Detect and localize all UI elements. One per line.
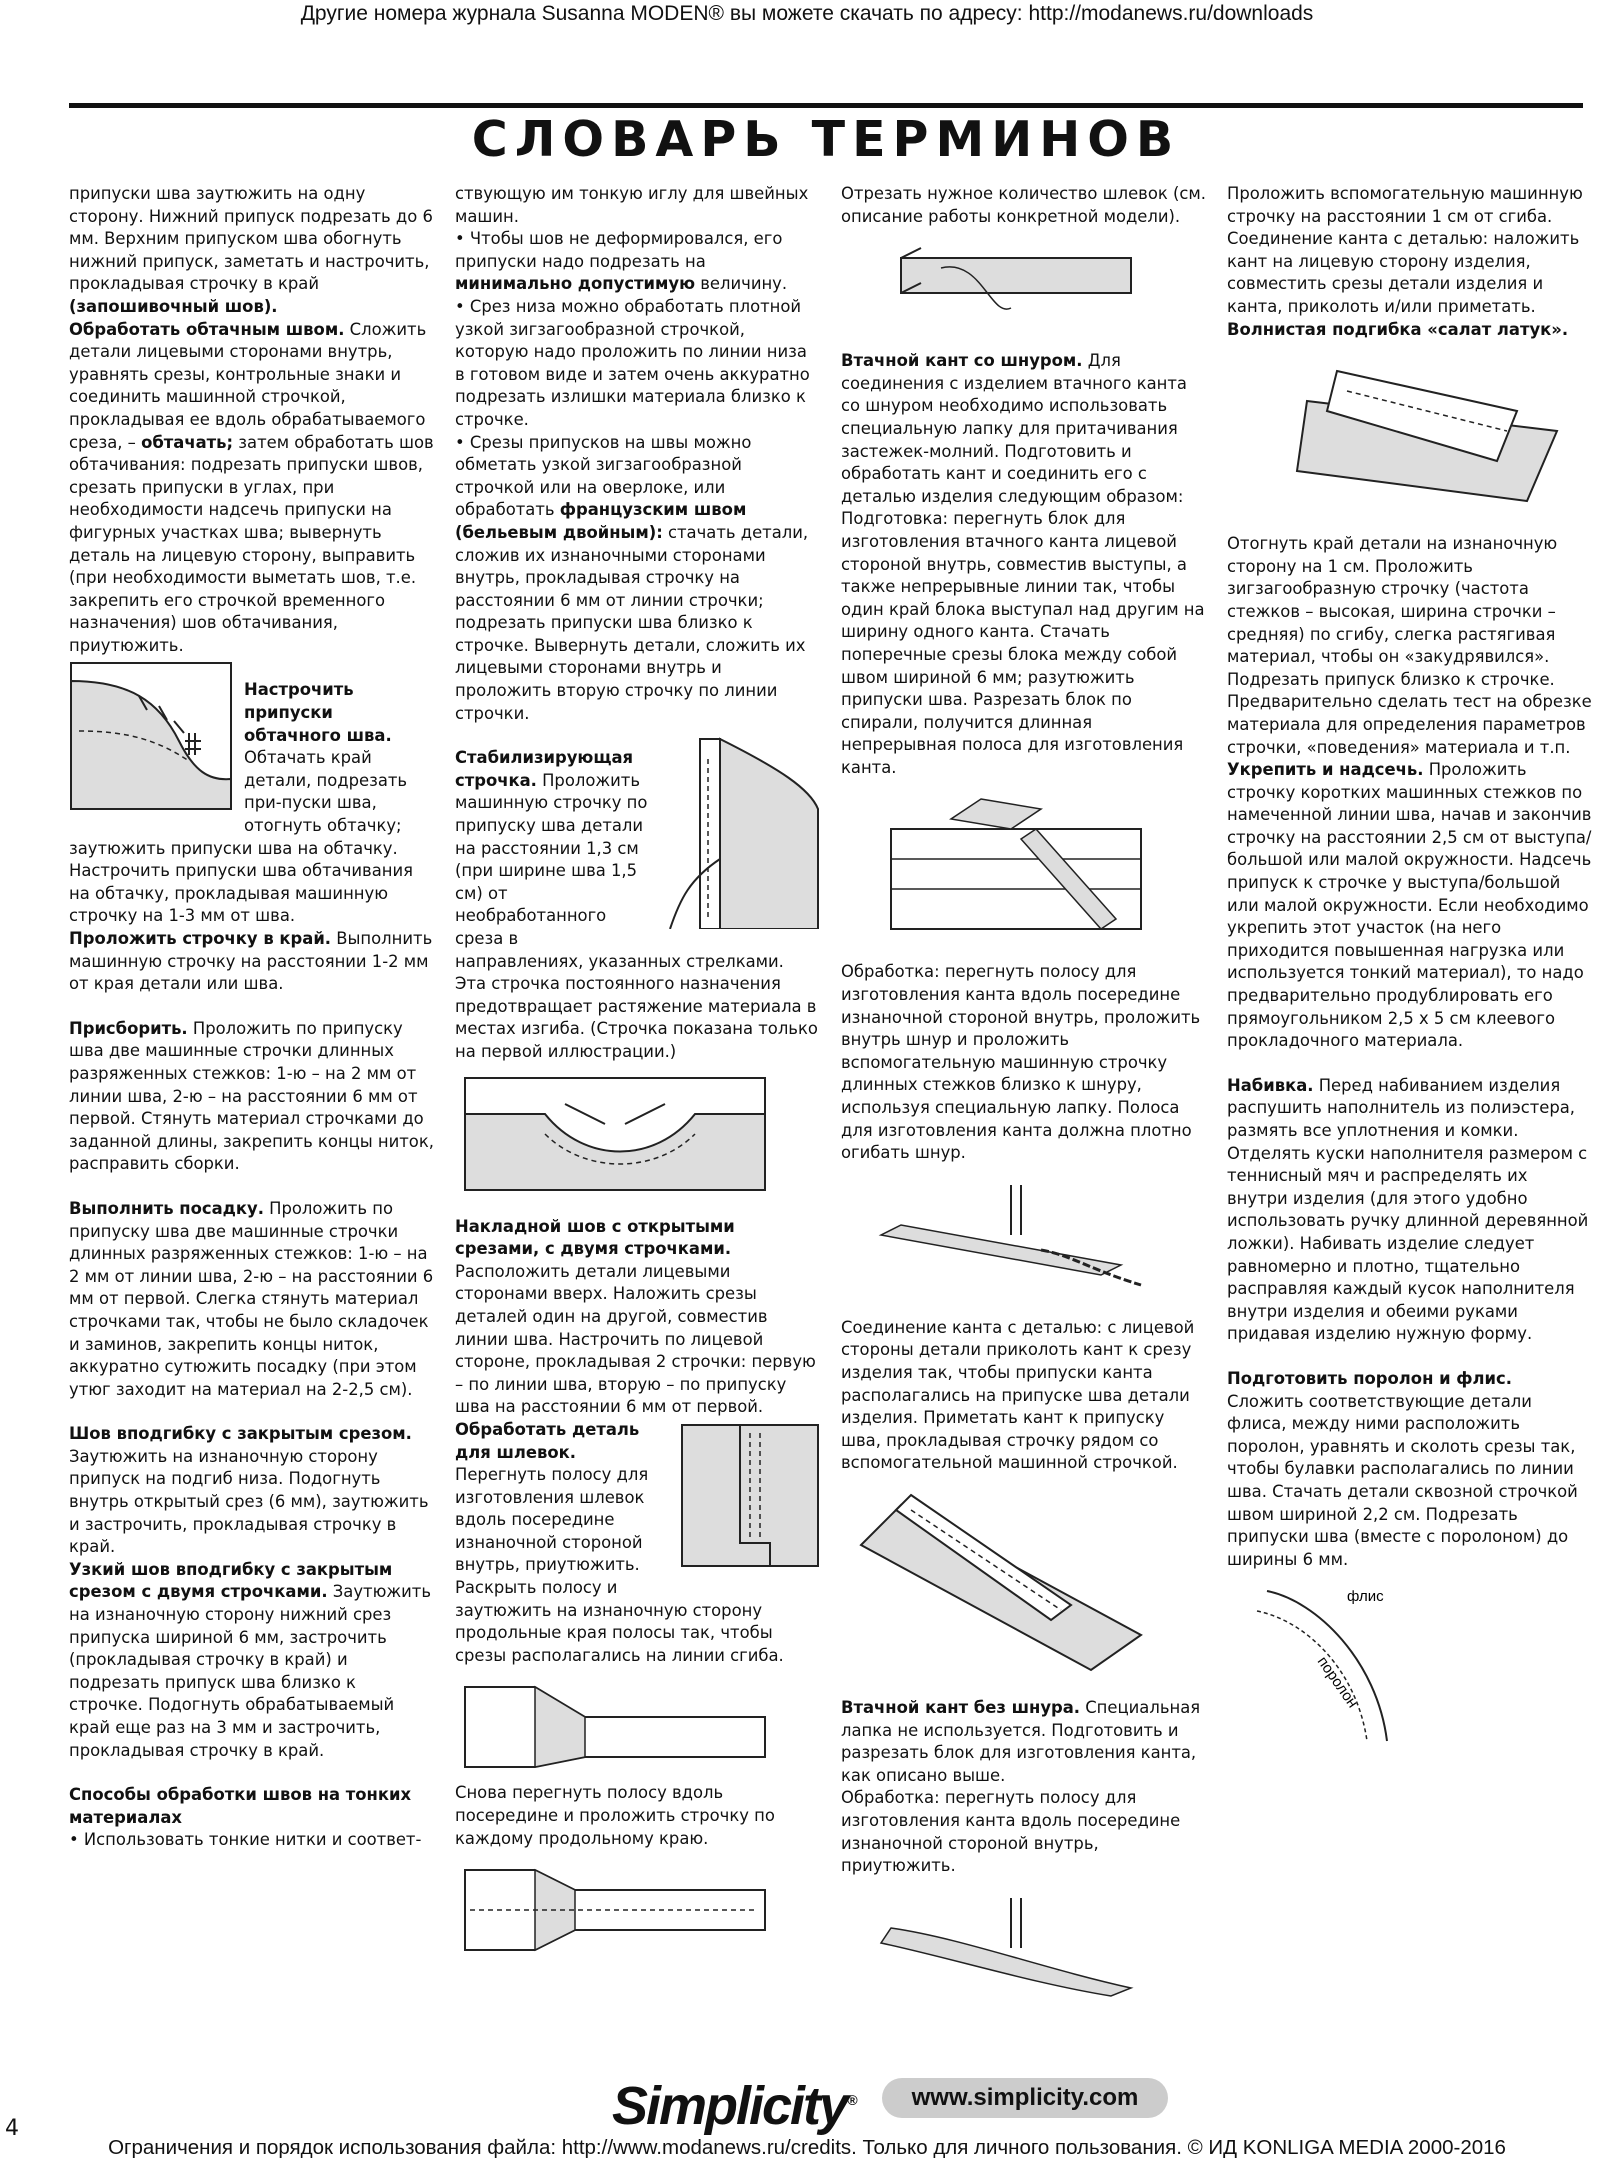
page-number: 4 [5, 2116, 19, 2141]
page-title: СЛОВАРЬ ТЕРМИНОВ [471, 111, 1181, 168]
column-3: Отрезать нужное количество шлевок (см. описание работы конкретной модели). Втачной кант со шнуром. Для соединения с изделием втачного канта со шнуром необходимо использовать специальную лапку для притачивания застежек-молний. Подготовить и обработать кант и соединить его с деталью изделия следующим образом: Подготовка: перегнуть блок для изготовления втачного канта лицевой стороной внутрь, совместив выступы, а также непрерывные линии так, чтобы один край блока выступал над другим на ширину одного канта. Стачать поперечные срезы блока между собой швом шириной 6 мм; разутюжить припуски шва. Разрезать блок по спирали, получится длинная непрерывная полоса для изготовления канта. Обработка: перегнуть полосу для изготовления канта вдоль посередине изнаночной стороной внутрь, проложить внутрь шнур и проложить вспомогательную машинную строчку длинных стежков близко к шнуру, используя специальную лапку. Полоса для изготовления канта должна плотно огибать шнур. Соединение канта с деталью: с лицевой стороны детали приколоть кант к срезу изделия так, чтобы припуски канта располагались на припуске шва детали изделия. Приметать кант к припуску шва, прокладывая строчку рядом со вспомогательной машинной строчкой. Втачной кант без шнура. Специальная лапка не используется. Подготовить и разрезать блок для изготовления канта, как описано выше. Обработка: перегнуть полосу для изготовления канта вдоль посередине изнаночной стороной внутрь, приутюжить. [841, 183, 1206, 2078]
label-porolon: поролон [1313, 1653, 1362, 1712]
usage-note: Ограничения и порядок использования файла: http://www.modanews.ru/credits. Только для личного пользования. © ИД KONLIGA MEDIA 2000-2016 [108, 2136, 1506, 2159]
label-flis: флис [1347, 1588, 1384, 1606]
staystitch-illustration [455, 1074, 820, 1194]
cording-foot-illustration [841, 1175, 1206, 1295]
lapped-seam-illustration [680, 1423, 820, 1575]
foam-fleece-illustration [1227, 1581, 1592, 1751]
lettuce-hem-illustration [1227, 351, 1592, 511]
no-cord-piping-illustration [841, 1888, 1206, 1998]
belt-loop-stitch-illustration [455, 1860, 820, 1955]
belt-loop-fold-illustration [455, 1677, 820, 1772]
facing-seam-illustration [69, 661, 234, 818]
bias-strip-illustration [841, 789, 1206, 939]
belt-loop-cut-illustration [841, 238, 1206, 328]
simplicity-logo: Simplicity® [612, 2076, 856, 2136]
title-rule [69, 103, 1583, 108]
download-note: Другие номера журнала Susanna MODEN® вы можете скачать по адресу: http://modanews.ru/downloads [300, 2, 1314, 25]
website-link[interactable]: www.simplicity.com [882, 2078, 1168, 2118]
column-4: Проложить вспомогательную машинную строчку на расстоянии 1 см от сгиба. Соединение канта с деталью: наложить кант на лицевую сторону изделия, совместить срезы детали изделия и канта, приколоть и/или приметать. Волнистая подгибка «салат латук». Отогнуть край детали на изнаночную сторону на 1 см. Проложить зигзагообразную строчку (частота стежков – высокая, ширина строчки – средняя) по сгибу, слегка растягивая материал, чтобы он «закудрявился». Подрезать припуск близко к строчке. Предварительно сделать тест на обрезке материала для определения параметров строчки, «поведения» материала и т.п. Укрепить и надсечь. Проложить строчку коротких машинных стежков по намеченной линии шва, начав и закончив строчку на расстоянии 2,5 см от выступа/большой или малой окружности. Надсечь припуск к строчке у выступа/большой или малой окружности. Если необходимо укрепить этот участок (на него приходится повышенная нагрузка или используется тонкий материал), то надо предварительно продублировать его прямоугольником 2,5 х 5 см клеевого прокладочного материала. Набивка. Перед набиванием изделия распушить наполнитель из полиэстера, размять все уплотнения и комки. Отделять куски наполнителя размером с теннисный мяч и распределять их внутри изделия (для этого удобно использовать ручку длинной деревянной ложки). Набивать изделие следует равномерно и плотно, тщательно расправляя каждый кусок наполнителя внутри изделия и обеими руками придавая изделию нужную форму. Подготовить поролон и флис. Сложить соответствующие детали флиса, между ними расположить поролон, уравнять и сколоть срезы так, чтобы булавки располагались по линии шва. Стачать детали сквозной строчкой швом шириной 2,2 см. Подрезать припуски шва (вместе с поролоном) до ширины 6 мм. флис поролон [1227, 183, 1592, 2078]
column-1: припуски шва заутюжить на одну сторону. Нижний припуск подрезать до 6 мм. Верхним припуском шва обогнуть нижний припуск, заметать и настрочить, прокладывая строчку в край (запошивочный шов). Обработать обтачным швом. Сложить детали лицевыми сторонами внутрь, уравнять срезы, контрольные знаки и соединить машинной строчкой, прокладывая ее вдоль обрабатываемого среза, – обтачать; затем обработать шов обтачивания: подрезать припуски швов, срезать припуски в углах, при необходимости надсечь припуски на фигурных участках шва; вывернуть деталь на лицевую сторону, выправить (при необходимости выметать шов, т.е. закрепить его строчкой временного назначения) шов обтачивания, приутюжить. Настрочить припуски обтачного шва. Обтачать край детали, подрезать при-пуски шва, отогнуть обтачку; заутюжить припуски шва на обтачку. Настрочить припуски шва обтачивания на обтачку, прокладывая машинную строчку на 1-3 мм от шва. Проложить строчку в край. Выполнить машинную строчку на расстоянии 1-2 мм от края детали или шва. Присборить. Проложить по припуску шва две машинные строчки длинных разряженных стежков: 1-ю – на 2 мм от линии шва, 2-ю – на расстоянии 6 мм от первой. Стянуть материал строчками до заданной длины, закрепить концы ниток, расправить сборки. Выполнить посадку. Проложить по припуску шва две машинные строчки длинных разряженных стежков: 1-ю – на 2 мм от линии шва, 2-ю – на расстоянии 6 мм от первой. Слегка стянуть материал строчками так, чтобы не было складочек и заминов, закрепить концы ниток, аккуратно сутюжить посадку (при этом утюг заходит на материал на 2-2,5 см). Шов вподгибку с закрытым срезом. Заутюжить на изнаночную сторону припуск на подгиб низа. Подогнуть внутрь открытый срез (6 мм), заутюжить и застрочить, прокладывая строчку в край. Узкий шов вподгибку с закрытым срезом с двумя строчками. Заутюжить на изнаночную сторону нижний срез припуска шириной 6 мм, застрочить (прокладывая строчку в край) и подрезать припуск шва близко к строчке. Подогнуть обрабатываемый край еще раз на 3 мм и застрочить, прокладывая строчку в край. Способы обработки швов на тонких материалах • Использовать тонкие нитки и соответ- [69, 184, 434, 1850]
french-seam-illustration [660, 729, 820, 936]
piping-attach-illustration [841, 1485, 1206, 1675]
column-2: ствующую им тонкую иглу для швейных машин. • Чтобы шов не деформировался, его припуски надо подрезать на минимально допустимую величину. • Срез низа можно обработать плотной узкой зигзагообразной строчкой, которую надо проложить по линии низа в готовом виде и затем очень аккуратно подрезать излишки материала близко к строчке. • Срезы припусков на швы можно обметать узкой зигзагообразной строчкой или на оверлоке, или обработать французским швом (бельевым двойным): стачать детали, сложив их изнаночными сторонами внутрь, прокладывая строчку на расстоянии 6 мм от линии строчки; подрезать припуски шва близко к строчке. Вывернуть детали, сложить их лицевыми сторонами внутрь и проложить вторую строчку по линии строчки. Стабилизирующая строчка. Проложить машинную строчку по припуску шва детали на расстоянии 1,3 см (при ширине шва 1,5 см) от необработанного среза в направлениях, указанных стрелками. Эта строчка постоянного назначения предотвращает растяжение материала в местах изгиба. (Строчка показана только на первой иллюстрации.) Накладной шов с открытыми срезами, с двумя строчками. Расположить детали лицевыми сторонами вверх. Наложить срезы деталей один на другой, совместив линии шва. Настрочить по лицевой стороне, прокладывая 2 строчки: первую – по линии шва, вторую – по припуску шва на расстоянии 6 мм от первой. Обработать деталь для шлевок. Перегнуть полосу для изготовления шлевок вдоль посередине изнаночной стороной внутрь, приутюжить. Раскрыть полосу и заутюжить на изнаночную сторону продольные края полосы так, чтобы срезы располагались на линии сгиба. Снова перегнуть полосу вдоль посередине и проложить строчку по каждому продольному краю. [455, 183, 820, 2078]
